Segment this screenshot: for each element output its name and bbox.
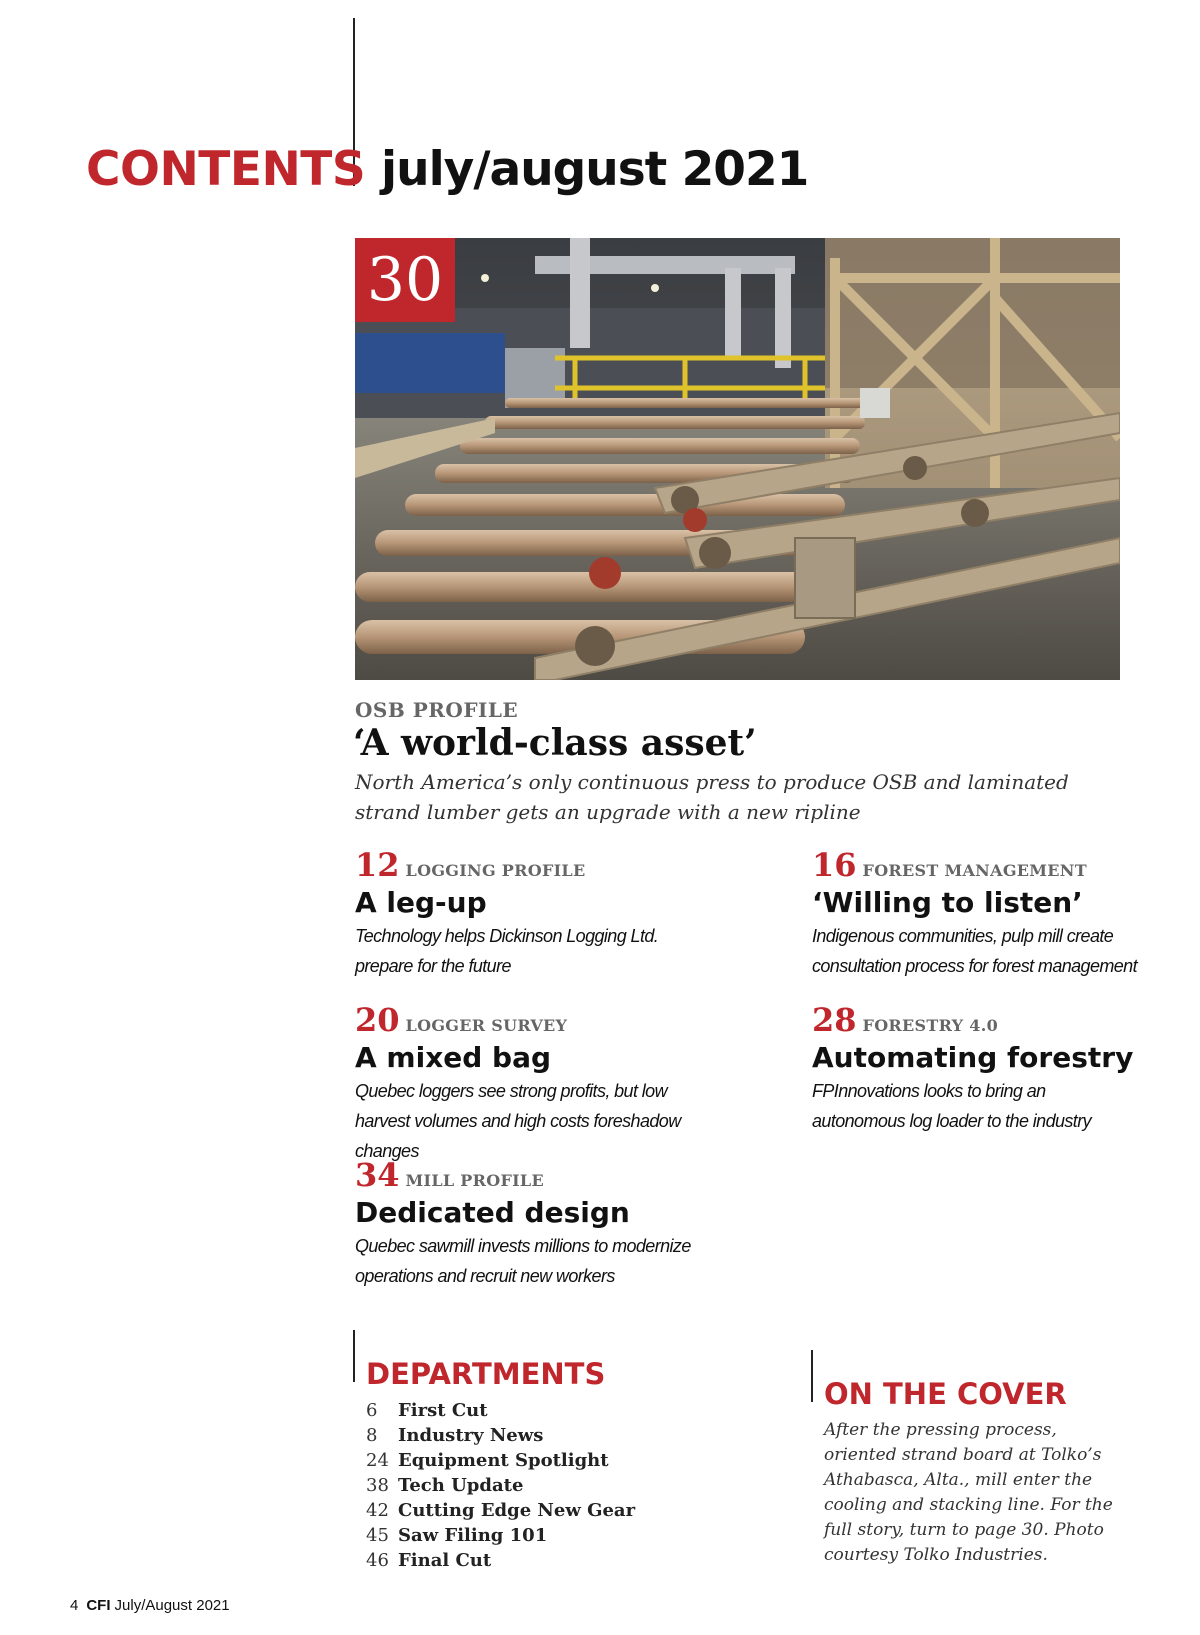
story-item[interactable]: [812, 846, 1200, 981]
story-deck: Technology helps Dickinson Logging Ltd. prepare for the future: [355, 926, 659, 976]
department-page: 6: [366, 1400, 378, 1421]
story-headline[interactable]: Automating forestry: [812, 1041, 1134, 1074]
page-folio: [70, 1597, 230, 1614]
story-headline[interactable]: ‘Willing to listen’: [812, 886, 1083, 919]
story-kicker: FORESTRY 4.0: [862, 1016, 999, 1035]
feature-photo[interactable]: [355, 238, 1120, 680]
feature-kicker: OSB PROFILE: [355, 698, 519, 722]
cover-text: After the pressing process, oriented strand board at Tolko’s Athabasca, Alta., mill enter the cooling and stacking line. For the full story, turn to page 30. Photo courtesy Tolko Industries.: [824, 1420, 1113, 1565]
department-page: 24: [366, 1450, 389, 1471]
story-kicker: LOGGING PROFILE: [405, 861, 586, 880]
story-deck: Indigenous communities, pulp mill create consultation process for forest management: [812, 926, 1137, 976]
department-item[interactable]: [366, 1523, 635, 1548]
story-headline[interactable]: A leg-up: [355, 886, 487, 919]
folio-page-number: 4: [70, 1597, 79, 1614]
story-deck: Quebec loggers see strong profits, but low harvest volumes and high costs foreshadow changes: [355, 1081, 681, 1161]
department-page: 45: [366, 1525, 389, 1546]
story-page-number: 16: [812, 846, 857, 884]
story-kicker: LOGGER SURVEY: [405, 1016, 568, 1035]
department-item[interactable]: [366, 1448, 635, 1473]
department-label: Tech Update: [398, 1475, 524, 1496]
story-page-number: 34: [355, 1156, 400, 1194]
departments-divider: [353, 1330, 355, 1382]
departments-list: [366, 1398, 635, 1573]
department-label: Final Cut: [398, 1550, 492, 1571]
department-label: Equipment Spotlight: [398, 1450, 609, 1471]
story-headline[interactable]: A mixed bag: [355, 1041, 552, 1074]
folio-issue: July/August 2021: [114, 1597, 230, 1614]
folio-magazine: CFI: [86, 1597, 111, 1614]
feature-deck: North America’s only continuous press to produce OSB and laminated strand lumber gets an upgrade with a new ripline: [355, 770, 1069, 824]
story-item[interactable]: [355, 1001, 775, 1166]
department-label: Cutting Edge New Gear: [398, 1500, 636, 1521]
story-kicker: FOREST MANAGEMENT: [862, 861, 1087, 880]
department-label: Industry News: [398, 1425, 544, 1446]
cover-title: ON THE COVER: [824, 1377, 1067, 1411]
story-page-number: 20: [355, 1001, 400, 1039]
issue-date: july/august 2021: [381, 142, 809, 197]
department-page: 38: [366, 1475, 389, 1496]
department-item[interactable]: [366, 1398, 635, 1423]
story-deck: Quebec sawmill invests millions to modernize operations and recruit new workers: [355, 1236, 691, 1286]
department-item[interactable]: [366, 1498, 635, 1523]
cover-divider: [811, 1350, 813, 1402]
department-label: Saw Filing 101: [398, 1525, 548, 1546]
story-headline[interactable]: Dedicated design: [355, 1196, 630, 1229]
department-page: 46: [366, 1550, 389, 1571]
story-deck: FPInnovations looks to bring an autonomous log loader to the industry: [812, 1081, 1091, 1131]
department-item[interactable]: [366, 1473, 635, 1498]
department-page: 42: [366, 1500, 389, 1521]
story-page-number: 28: [812, 1001, 857, 1039]
story-item[interactable]: [812, 1001, 1200, 1136]
story-kicker: MILL PROFILE: [405, 1171, 544, 1190]
department-item[interactable]: [366, 1423, 635, 1448]
feature-headline[interactable]: ‘A world-class asset’: [353, 722, 757, 764]
department-label: First Cut: [398, 1400, 488, 1421]
story-item[interactable]: [355, 846, 775, 981]
departments-title: DEPARTMENTS: [366, 1357, 606, 1391]
story-item[interactable]: [355, 1156, 775, 1291]
department-page: 8: [366, 1425, 378, 1446]
story-page-number: 12: [355, 846, 400, 884]
section-title: CONTENTS: [86, 142, 366, 197]
feature-page-badge[interactable]: 30: [355, 238, 455, 322]
department-item[interactable]: [366, 1548, 635, 1573]
